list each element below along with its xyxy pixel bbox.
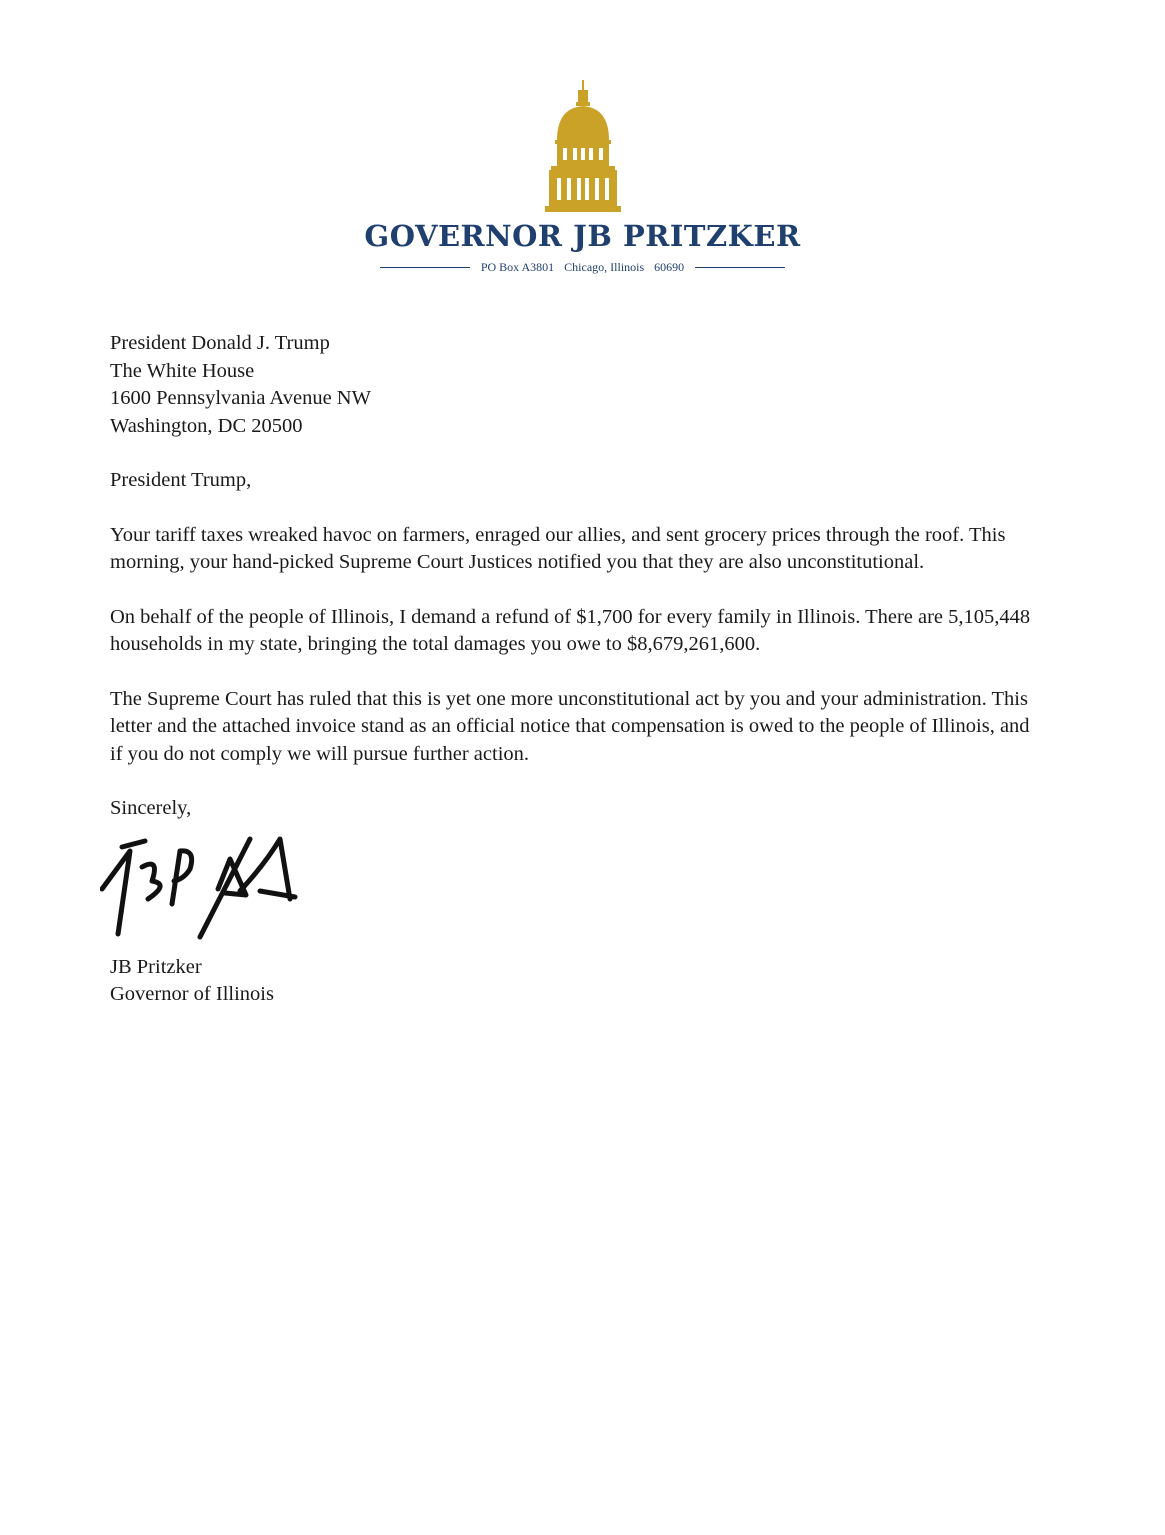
handwritten-signature [100, 829, 300, 954]
paragraph-3: The Supreme Court has ruled that this is yet one more unconstitutional act by you and your administration. This letter and the attached invoice stand as an official notice that compensation is owed to the people of Illinois, and if you do not comply we will pursue further action. [110, 687, 1030, 765]
recipient-street: 1600 Pennsylvania Avenue NW [110, 387, 371, 409]
recipient-address [110, 330, 1040, 440]
recipient-city: Washington, DC 20500 [110, 414, 303, 437]
letterhead-org-name: GOVERNOR JB PRITZKER [364, 219, 801, 253]
zip-code: 60690 [654, 259, 685, 274]
paragraph-2: On behalf of the people of Illinois, I demand a refund of $1,700 for every family in Illinois. There are 5,105,448 households in my state, bringing the total damages you owe to $8,679,261,600. [110, 605, 1031, 655]
salutation: President Trump, [110, 469, 252, 491]
letterhead-address [0, 260, 1165, 275]
letterhead [0, 80, 1165, 275]
signer-block [110, 954, 1040, 1009]
recipient-name: President Donald J. Trump [110, 332, 330, 354]
signer-name: JB Pritzker [110, 955, 202, 978]
po-box: PO Box A3801 [480, 259, 555, 274]
paragraph-1: Your tariff taxes wreaked havoc on farmers, enraged our allies, and sent grocery prices through the roof. This morning, your hand-picked Supreme Court Justices notified you that they are also unconstitutional. [110, 523, 1006, 573]
closing: Sincerely, [110, 797, 192, 819]
left-divider [380, 267, 470, 268]
letter-body [110, 330, 1040, 1009]
signer-title: Governor of Illinois [110, 983, 274, 1005]
recipient-org: The White House [110, 359, 255, 382]
capitol-dome-icon [543, 80, 623, 212]
city-state: Chicago, Illinois [564, 259, 645, 274]
right-divider [695, 267, 785, 268]
